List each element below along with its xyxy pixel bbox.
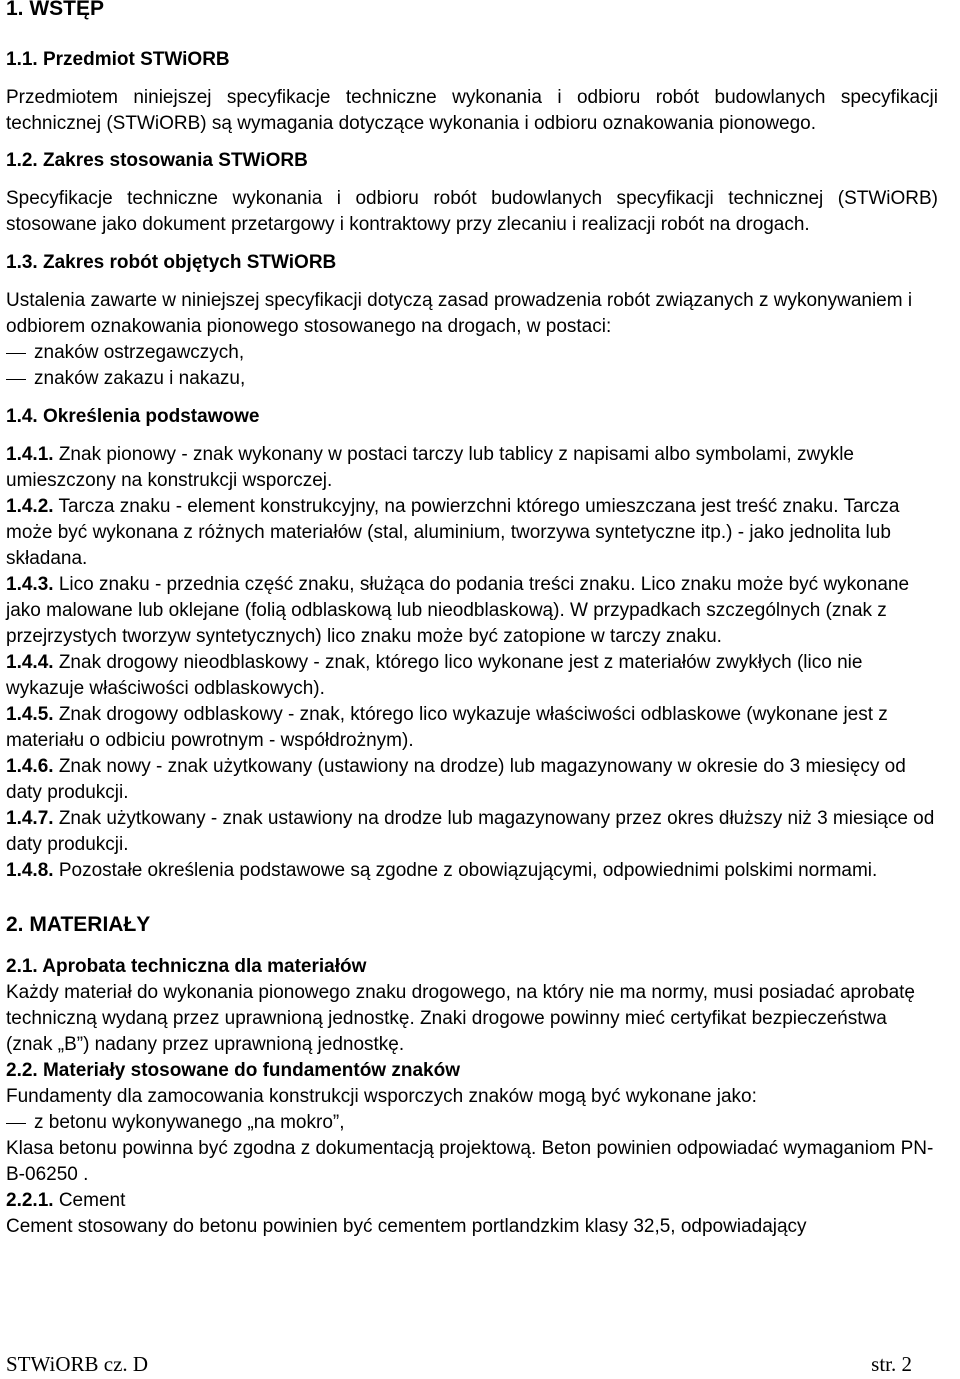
- definition-1-4-7: [6, 806, 938, 858]
- section-title: Cement: [58, 1190, 126, 1211]
- list-item: znaków zakazu i nakazu,: [6, 366, 938, 392]
- heading-1: 1. WSTĘP: [6, 0, 105, 20]
- heading-1-1: 1.1. Przedmiot STWiORB: [6, 49, 230, 70]
- definition-text: Znak pionowy - znak wykonany w postaci tarczy lub tablicy z napisami albo symbolami, zwykle umieszczony na konstrukcji wsporczej.: [6, 444, 854, 491]
- page-footer: [6, 1351, 912, 1377]
- definition-text: Tarcza znaku - element konstrukcyjny, na powierzchni którego umieszczana jest treść znaku. Tarcza może być wykonana z różnych materiałów (stal, aluminium, tworzywa syntetyczne itp.) - jako jednolita lub składana.: [6, 496, 900, 569]
- definition-text: Znak drogowy nieodblaskowy - znak, którego lico wykonane jest z materiałów zwykłych (lico nie wykazuje właściwości odblaskowych).: [6, 652, 863, 699]
- paragraph-2-2-1: Cement stosowany do betonu powinien być cementem portlandzkim klasy 32,5, odpowiadający: [6, 1216, 807, 1237]
- document-page: [6, 0, 938, 1240]
- definition-number: 1.4.8.: [6, 860, 54, 881]
- definition-number: 1.4.4.: [6, 652, 54, 673]
- definition-number: 1.4.5.: [6, 704, 54, 725]
- definition-number: 1.4.1.: [6, 444, 54, 465]
- footer-page-number: str. 2: [871, 1352, 912, 1376]
- heading-2: 2. MATERIAŁY: [6, 913, 151, 936]
- paragraph-1-1: Przedmiotem niniejszej specyfikacje techniczne wykonania i odbioru robót budowlanych specyfikacji technicznej (STWiORB) są wymagania dotyczące wykonania i odbioru oznakowania pionowego.: [6, 87, 938, 134]
- list-item: znaków ostrzegawczych,: [6, 340, 938, 366]
- paragraph-1-2: Specyfikacje techniczne wykonania i odbioru robót budowlanych specyfikacji technicznej (STWiORB) stosowane jako dokument przetargowy i kontraktowy przy zlecaniu i realizacji robót na drogach.: [6, 188, 938, 235]
- definition-1-4-3: [6, 572, 938, 650]
- section-number: 2.2.1.: [6, 1190, 54, 1211]
- definition-1-4-5: [6, 702, 938, 754]
- definition-1-4-2: [6, 494, 938, 572]
- heading-2-1: 2.1. Aprobata techniczna dla materiałów: [6, 956, 367, 977]
- definition-text: Znak nowy - znak użytkowany (ustawiony na drodze) lub magazynowany w okresie do 3 miesięcy od daty produkcji.: [6, 756, 906, 803]
- paragraph-1-3: Ustalenia zawarte w niniejszej specyfikacji dotyczą zasad prowadzenia robót związanych z wykonywaniem i odbiorem oznakowania pionowego stosowanego na drogach, w postaci:: [6, 290, 913, 337]
- definition-number: 1.4.6.: [6, 756, 54, 777]
- heading-1-3: 1.3. Zakres robót objętych STWiORB: [6, 252, 337, 273]
- definition-text: Znak użytkowany - znak ustawiony na drodze lub magazynowany przez okres dłuższy niż 3 miesiące od daty produkcji.: [6, 808, 935, 855]
- heading-2-2: 2.2. Materiały stosowane do fundamentów znaków: [6, 1060, 460, 1081]
- paragraph-2-2-concrete: Klasa betonu powinna być zgodna z dokumentacją projektową. Beton powinien odpowiadać wymaganiom PN-B-06250 .: [6, 1138, 934, 1185]
- definition-1-4-4: [6, 650, 938, 702]
- definition-text: Lico znaku - przednia część znaku, służąca do podania treści znaku. Lico znaku może być wykonane jako malowane lub oklejane (folią odblaskową lub nieodblaskową). W przypadkach szczególnych (znak z przejrzystych tworzyw syntetycznych) lico znaku może być zatopione w tarczy znaku.: [6, 574, 910, 647]
- paragraph-2-2: Fundamenty dla zamocowania konstrukcji wsporczych znaków mogą być wykonane jako:: [6, 1086, 757, 1107]
- heading-1-2: 1.2. Zakres stosowania STWiORB: [6, 150, 308, 171]
- paragraph-2-1: Każdy materiał do wykonania pionowego znaku drogowego, na który nie ma normy, musi posiadać aprobatę techniczną wydaną przez uprawnioną jednostkę. Znaki drogowe powinny mieć certyfikat bezpieczeństwa (znak „B”) nadany przez uprawnioną jednostkę.: [6, 982, 915, 1055]
- definition-1-4-8: [6, 858, 938, 884]
- definition-text: Znak drogowy odblaskowy - znak, którego lico wykazuje właściwości odblaskowe (wykonane jest z materiału o odbiciu powrotnym - współdrożnym).: [6, 704, 888, 751]
- heading-1-4: 1.4. Określenia podstawowe: [6, 406, 260, 427]
- definition-number: 1.4.2.: [6, 496, 54, 517]
- definition-number: 1.4.3.: [6, 574, 54, 595]
- definition-text: Pozostałe określenia podstawowe są zgodne z obowiązującymi, odpowiednimi polskimi normami.: [58, 860, 878, 881]
- definition-1-4-6: [6, 754, 938, 806]
- heading-2-2-1: [6, 1188, 938, 1214]
- definition-1-4-1: [6, 442, 938, 494]
- footer-document-id: STWiORB cz. D: [6, 1352, 149, 1376]
- list-item: z betonu wykonywanego „na mokro”,: [6, 1110, 938, 1136]
- definition-number: 1.4.7.: [6, 808, 54, 829]
